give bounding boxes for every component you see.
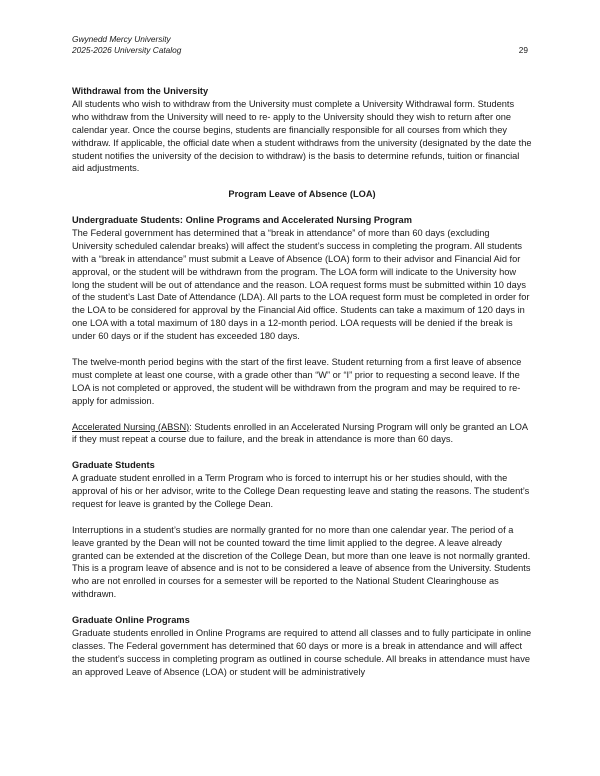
graduate-heading: Graduate Students — [72, 460, 155, 471]
undergrad-heading: Undergraduate Students: Online Programs and Accelerated Nursing Program — [72, 215, 412, 226]
page-number: 29 — [518, 45, 528, 55]
absn-paragraph — [72, 421, 532, 447]
withdrawal-paragraph: All students who wish to withdraw from the University must complete a University Withdrawal form. Students who withdraw from the University will need to re- apply to the University should they wish to return after one calendar year. Once the course begins, students are financially responsible for all courses from which they withdraw. If applicable, the official date when a student withdraws from the university (designated by the date the student notifies the university of the decision to withdraw) is the basis to determine refunds, tuition or financial aid adjustments. — [72, 98, 532, 174]
graduate-paragraph-2: Interruptions in a student’s studies are normally granted for no more than one calendar year. The period of a leave granted by the Dean will not be counted toward the time limit applied to the degree. A leave already granted can be extended at the discretion of the College Dean, but more than one leave is not normally granted. This is a program leave of absence and is not to be considered a leave of absence from the University. Students who are not enrolled in courses for a semester will be reported to the National Student Clearinghouse as withdrawn. — [72, 524, 531, 600]
loa-title: Program Leave of Absence (LOA) — [228, 189, 376, 200]
graduate-online-paragraph: Graduate students enrolled in Online Programs are required to attend all classes and to fully participate in online classes. The Federal government has determined that 60 days or more is a break in attendance and will affect the student’s success in completing program as outlined in course schedule. All breaks in attendance must have an approved Leave of Absence (LOA) or student will be administratively — [72, 627, 532, 677]
page-content — [72, 85, 532, 679]
absn-text: : Students enrolled in an Accelerated Nursing Program will only be granted an LOA if they must repeat a course due to failure, and the break in attendance is more than 60 days. — [72, 421, 528, 445]
absn-label: Accelerated Nursing (ABSN) — [72, 421, 190, 432]
graduate-online-heading: Graduate Online Programs — [72, 615, 190, 626]
running-header — [72, 34, 181, 56]
undergrad-paragraph-1: The Federal government has determined that a “break in attendance” of more than 60 days (excluding University scheduled calendar breaks) will affect the student’s success in completing the program. All students with a “break in attendance” must submit a Leave of Absence (LOA) form to their advisor and Financial Aid for approval, or the student will be withdrawn from the program. The LOA form will indicate to the University how long the student will be out of attendance and the reason. LOA request forms must be submitted within 10 days of the student’s Last Date of Attendance (LDA). All parts to the LOA request form must be completed in order for the LOA to be considered for approval by the Financial Aid office. Students can take a maximum of 120 days in one LOA with a total maximum of 180 days in a 12-month period. LOA requests will be denied if the break is under 60 days or if the student has exceeded 180 days. — [72, 227, 530, 342]
institution-name: Gwynedd Mercy University — [72, 34, 171, 44]
undergrad-paragraph-2: The twelve-month period begins with the start of the first leave. Student returning from a first leave of absence must complete at least one course, with a grade other than “W” or “I” prior to requesting a second leave. If the LOA is not completed or approved, the student will be withdrawn from the program and may be required to re-apply for admission. — [72, 356, 522, 406]
withdrawal-heading: Withdrawal from the University — [72, 86, 209, 96]
catalog-title: 2025-2026 University Catalog — [72, 45, 182, 55]
graduate-paragraph-1: A graduate student enrolled in a Term Program who is forced to interrupt his or her studies should, with the approval of his or her advisor, write to the College Dean requesting leave and stating the reasons. The student’s request for leave is granted by the College Dean. — [72, 473, 530, 509]
